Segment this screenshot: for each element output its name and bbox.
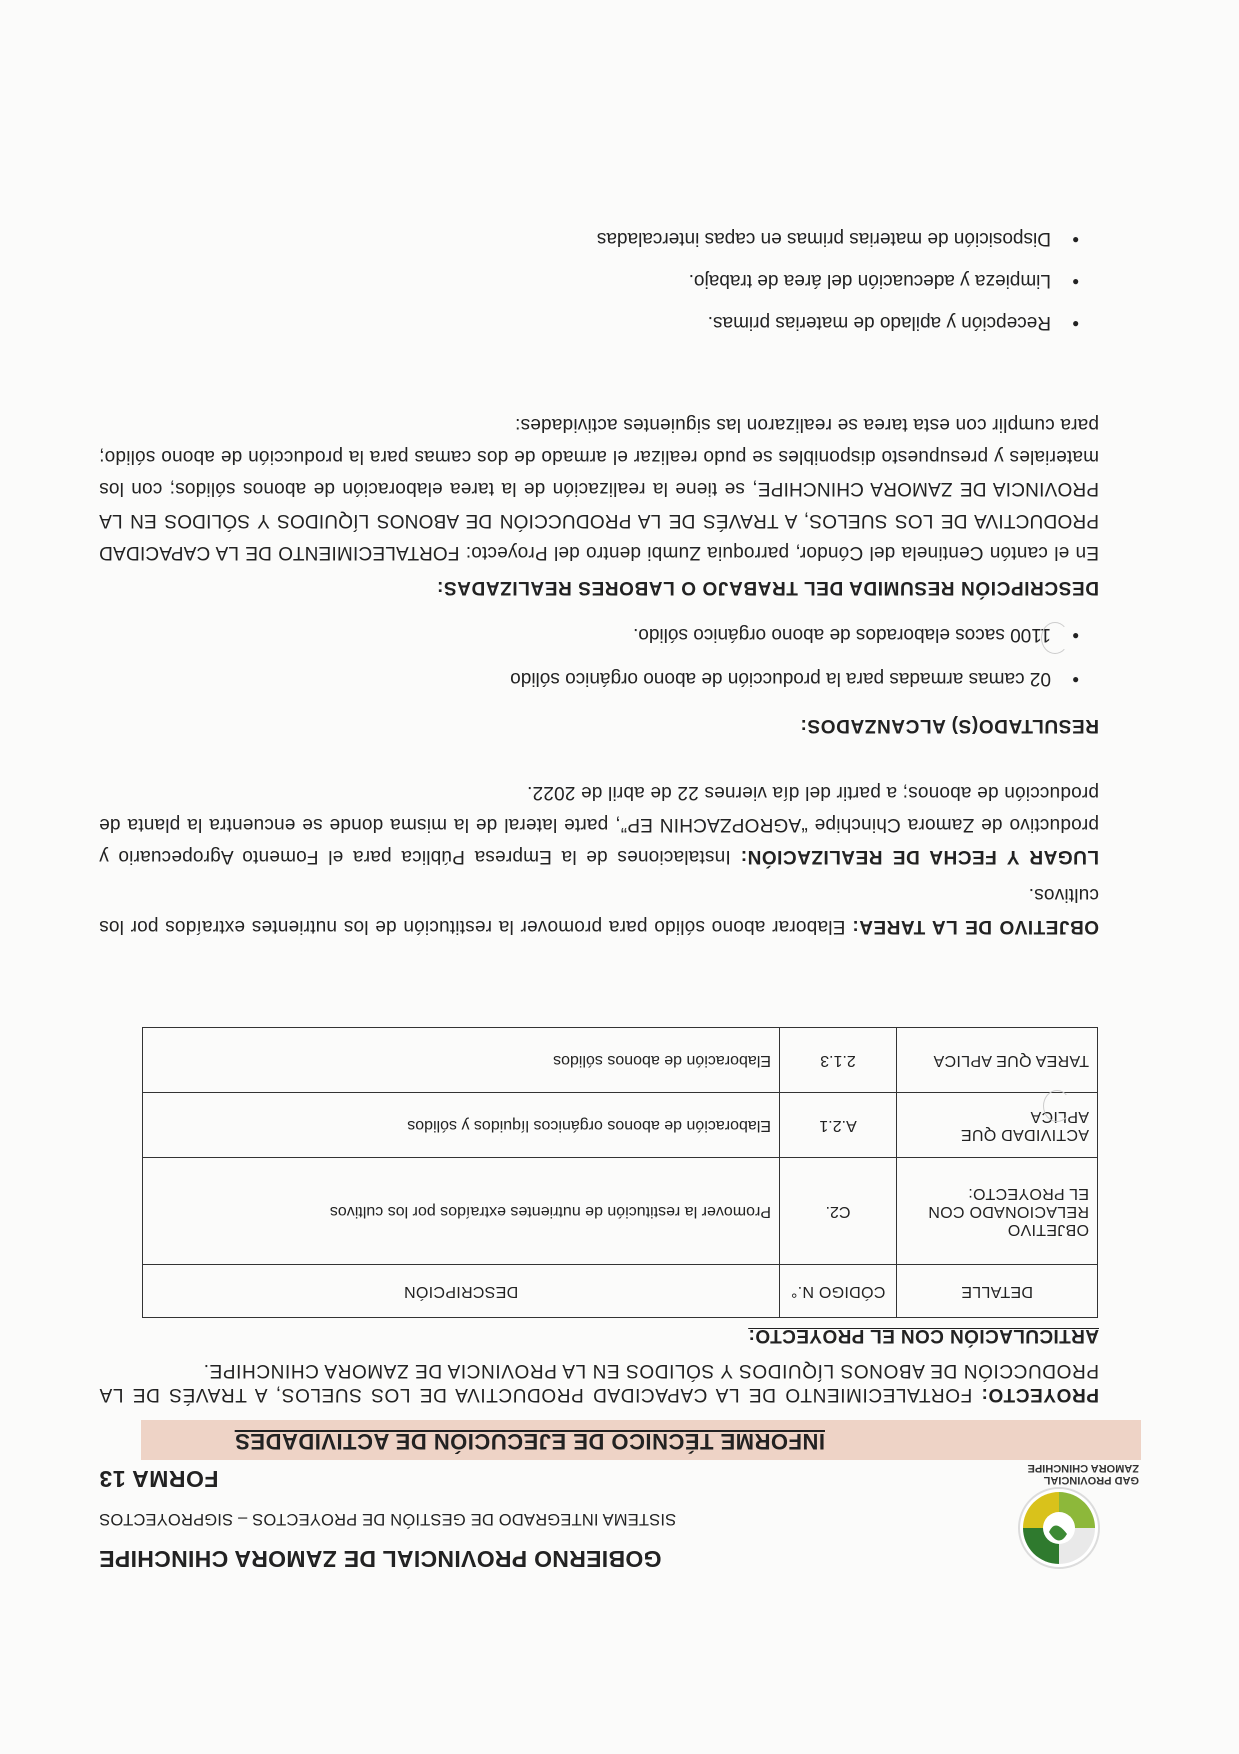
place-and-date-label: LUGAR Y FECHA DE REALIZACIÓN: bbox=[740, 846, 1099, 867]
column-header-code: CÓDIGO N.° bbox=[780, 1265, 897, 1318]
table-row bbox=[143, 1093, 1098, 1158]
place-and-date bbox=[99, 776, 1099, 872]
row-label: OBJETIVO RELACIONADO CON EL PROYECTO: bbox=[897, 1158, 1098, 1265]
task-objective-text: Elaborar abono sólido para promover la restitución de los nutrientes extraídos por los cultivos. bbox=[99, 884, 1099, 937]
activities-list bbox=[597, 208, 1099, 334]
system-subtitle: SISTEMA INTEGRADO DE GESTIÓN DE PROYECTOS – SIGPROYECTOS bbox=[99, 1510, 677, 1528]
row-code: 2.1.3 bbox=[780, 1028, 897, 1093]
gad-zamora-logo-icon bbox=[1013, 1482, 1105, 1574]
table-row bbox=[143, 1028, 1098, 1093]
articulation-heading: ARTICULACIÓN CON EL PROYECTO: bbox=[748, 1325, 1099, 1346]
punch-hole-mark bbox=[1041, 622, 1069, 654]
project-statement bbox=[99, 1358, 1099, 1406]
description-text: En el cantón Centinela del Cóndor, parroquia Zumbi dentro del Proyecto: FORTALECIMIENTO DE LA CAPACIDAD PRODUCTIVA DE LOS SUELOS, A TRAVÉS DE LA PRODUCCIÓN DE ABONOS LÍQUIDOS Y SÓLIDOS EN LA PROVINCIA DE ZAMORA CHINCHIPE, se tiene la realización de la tarea elaboración de abonos sólidos; con los materiales y presupuesto disponibles se pudo realizar el armado de dos camas para la producción de abono sólido; para cumplir con esta tarea se realizaron las siguientes actividades: bbox=[99, 414, 1099, 563]
articulation-table bbox=[142, 1027, 1098, 1318]
row-code: C2. bbox=[780, 1158, 897, 1265]
table-header-row bbox=[143, 1265, 1098, 1318]
form-number: FORMA 13 bbox=[99, 1466, 219, 1492]
project-label: PROYECTO: bbox=[980, 1384, 1099, 1405]
task-objective bbox=[99, 878, 1099, 942]
row-description: Elaboración de abonos orgánicos líquidos y sólidos bbox=[143, 1093, 780, 1158]
column-header-detail: DETALLE bbox=[897, 1265, 1098, 1318]
place-and-date-text: Instalaciones de la Empresa Pública para el Fomento Agropecuario y productivo de Zamora Chinchipe “AGROPZACHIN EP”, parte lateral de la misma donde se encuentra la planta de producción de abonos; a partir del día viernes 22 de abril de 2022. bbox=[98, 782, 1099, 867]
government-title: GOBIERNO PROVINCIAL DE ZAMORA CHINCHIPE bbox=[99, 1546, 662, 1572]
row-description: Promover la restitución de nutrientes extraídos por los cultivos bbox=[143, 1158, 780, 1265]
list-item: • Disposición de materias primas en capas intercaladas bbox=[597, 226, 1099, 250]
row-label: ACTIVIDAD QUE APLICA bbox=[897, 1093, 1098, 1158]
row-label: TAREA QUE APLICA bbox=[897, 1028, 1098, 1093]
logo-line-1: GAD PROVINCIAL bbox=[1043, 1474, 1139, 1486]
list-item: • Recepción y apilado de materias primas. bbox=[597, 310, 1099, 334]
report-title: INFORME TÉCNICO DE EJECUCIÓN DE ACTIVIDADES bbox=[234, 1429, 825, 1454]
list-item: • 02 camas armadas para la producción de abono orgánico sólido bbox=[510, 666, 1099, 690]
row-code: A.2.1 bbox=[780, 1093, 897, 1158]
column-header-description: DESCRIPCIÓN bbox=[143, 1265, 780, 1318]
list-item: • Limpieza y adecuación del área de trabajo. bbox=[597, 268, 1099, 292]
results-heading: RESULTADO(S) ALCANZADOS: bbox=[799, 715, 1099, 736]
list-item: • 1100 sacos elaborados de abono orgánico sólido. bbox=[510, 622, 1099, 646]
punch-hole-mark bbox=[1043, 1090, 1071, 1122]
results-list bbox=[510, 602, 1099, 690]
logo-line-2: ZAMORA CHINCHIPE bbox=[1027, 1462, 1139, 1474]
table-row bbox=[143, 1158, 1098, 1265]
task-objective-label: OBJETIVO DE LA TAREA: bbox=[851, 916, 1099, 937]
row-description: Elaboración de abonos sólidos bbox=[143, 1028, 780, 1093]
project-name: FORTALECIMIENTO DE LA CAPACIDAD PRODUCTIVA DE LOS SUELOS, A TRAVÉS DE LA PRODUCCIÓN DE ABONOS LÍQUIDOS Y SÓLIDOS EN LA PROVINCIA DE ZAMORA CHINCHIPE. bbox=[99, 1360, 1099, 1405]
description-heading: DESCRIPCIÓN RESUMIDA DEL TRABAJO O LABORES REALIZADAS: bbox=[436, 577, 1099, 598]
